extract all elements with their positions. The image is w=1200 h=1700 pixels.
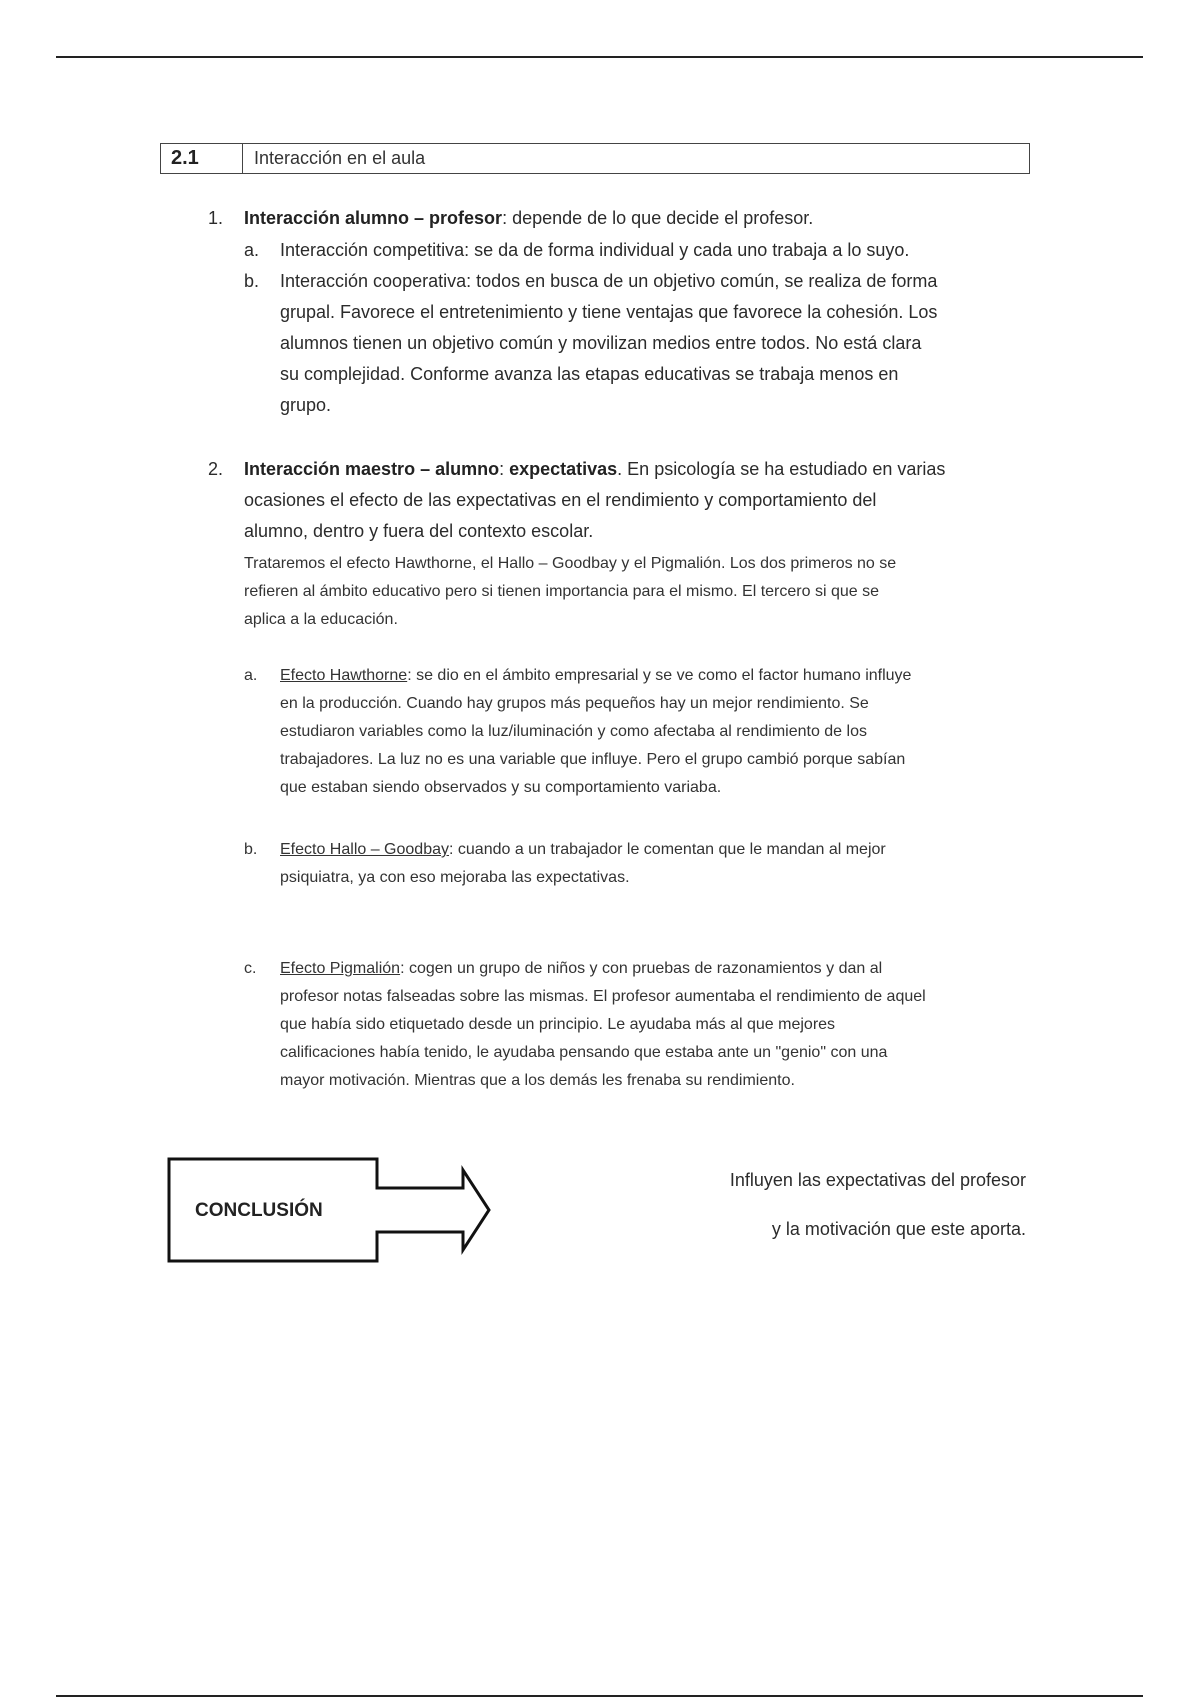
section-title: Interacción en el aula — [254, 148, 426, 168]
conclusion-label: CONCLUSIÓN — [195, 1200, 323, 1221]
item-2c-line: profesor notas falseadas sobre las mismas. El profesor aumentaba el rendimiento de aquel — [280, 988, 926, 1005]
footer-rule — [56, 1695, 1143, 1697]
item-2c-line: mayor motivación. Mientras que a los demás les frenaba su rendimiento. — [280, 1072, 795, 1089]
item-1-heading: Interacción alumno – profesor — [244, 208, 503, 228]
item-2a-line: en la producción. Cuando hay grupos más pequeños hay un mejor rendimiento. Se — [280, 695, 869, 712]
item-1a-text: Interacción competitiva: se da de forma individual y cada uno trabaja a lo suyo. — [280, 240, 910, 260]
item-1b — [244, 266, 938, 421]
item-1a — [244, 235, 910, 266]
item-2c-marker: c. — [244, 960, 257, 977]
item-2a: a. Efecto Hawthorne: se dio en el ámbito empresarial y se ve como el factor humano influye en la producción. Cuando hay grupos más pequeños hay un mejor rendimiento. Se estudiaron variables como la luz/iluminación y como afectaba al rendimiento de los trabajadores. La luz no es una variable que influye. Pero el grupo cambió porque sabían que estaban siendo observados y su comportamiento variaba. — [280, 662, 911, 802]
item-1b-line: Interacción cooperativa: todos en busca de un objetivo común, se realiza de forma — [280, 271, 938, 291]
item-1a-marker: a. — [244, 240, 260, 260]
conclusion-text-line-1: Influyen las expectativas del profesor — [729, 1170, 1026, 1190]
item-1-text: : depende de lo que decide el profesor. — [502, 208, 814, 228]
item-2c-title: Efecto Pigmalión — [280, 960, 401, 977]
item-2c: c. Efecto Pigmalión: cogen un grupo de niños y con pruebas de razonamientos y dan al profesor notas falseadas sobre las mismas. El profesor aumentaba el rendimiento de aquel que había sido etiquetado desde un principio. Le ayudaba más al que mejores calificaciones había tenido, le ayudaba pensando que estaba ante un "genio" con una mayor motivación. Mientras que a los demás les frenaba su rendimiento. — [280, 955, 926, 1095]
item-2-text: . En psicología se ha estudiado en varias — [617, 459, 946, 479]
item-2-line: ocasiones el efecto de las expectativas en el rendimiento y comportamiento del — [244, 490, 877, 510]
item-1b-line: alumnos tienen un objetivo común y movilizan medios entre todos. No está clara — [280, 333, 922, 353]
item-2-line: alumno, dentro y fuera del contexto escolar. — [244, 521, 594, 541]
conclusion-text-line-2: y la motivación que este aporta. — [771, 1219, 1026, 1239]
item-1b-marker: b. — [244, 271, 260, 291]
item-1b-line: grupal. Favorece el entretenimiento y tiene ventajas que favorece la cohesión. Los — [280, 302, 938, 322]
item-2a-title: Efecto Hawthorne — [280, 667, 408, 684]
item-1-marker: 1. — [208, 208, 224, 228]
item-2a-line: trabajadores. La luz no es una variable que influye. Pero el grupo cambió porque sabían — [280, 751, 906, 768]
item-2-intro-line: refieren al ámbito educativo pero si tienen importancia para el mismo. El tercero si que se — [244, 583, 879, 600]
section-number: 2.1 — [161, 144, 243, 173]
item-2-keyword: expectativas — [509, 459, 618, 479]
item-2-intro — [244, 550, 896, 634]
item-1b-line: grupo. — [280, 395, 332, 415]
item-2a-marker: a. — [244, 667, 258, 684]
item-2-intro-line: Trataremos el efecto Hawthorne, el Hallo – Goodbay y el Pigmalión. Los dos primeros no se — [244, 555, 897, 572]
item-2b-line: psiquiatra, ya con eso mejoraba las expectativas. — [280, 869, 630, 886]
item-2-heading: Interacción maestro – alumno — [244, 459, 500, 479]
item-2b-title: Efecto Hallo – Goodbay — [280, 841, 449, 858]
item-2c-line: que había sido etiquetado desde un principio. Le ayudaba más al que mejores — [280, 1016, 836, 1033]
item-1 — [208, 203, 814, 234]
item-2b: b. Efecto Hallo – Goodbay: cuando a un trabajador le comentan que le mandan al mejor psiquiatra, ya con eso mejoraba las expectativas. — [280, 836, 886, 892]
item-2a-line: que estaban siendo observados y su comportamiento variaba. — [280, 779, 722, 796]
item-2b-marker: b. — [244, 841, 258, 858]
item-2c-line: calificaciones había tenido, le ayudaba pensando que estaba ante un "genio" con una — [280, 1044, 888, 1061]
item-1b-line: su complejidad. Conforme avanza las etapas educativas se trabaja menos en — [280, 364, 899, 384]
item-2: 2. Interacción maestro – alumno: expectativas. En psicología se ha estudiado en varias ocasiones el efecto de las expectativas en el rendimiento y comportamiento del alumno, dentro y fuera del contexto escolar. — [244, 454, 945, 547]
item-2-marker: 2. — [208, 459, 224, 479]
header-rule — [56, 56, 1143, 58]
item-2-intro-line: aplica a la educación. — [244, 611, 398, 628]
item-2a-line: estudiaron variables como la luz/iluminación y como afectaba al rendimiento de los — [280, 723, 867, 740]
section-header — [160, 143, 1030, 174]
